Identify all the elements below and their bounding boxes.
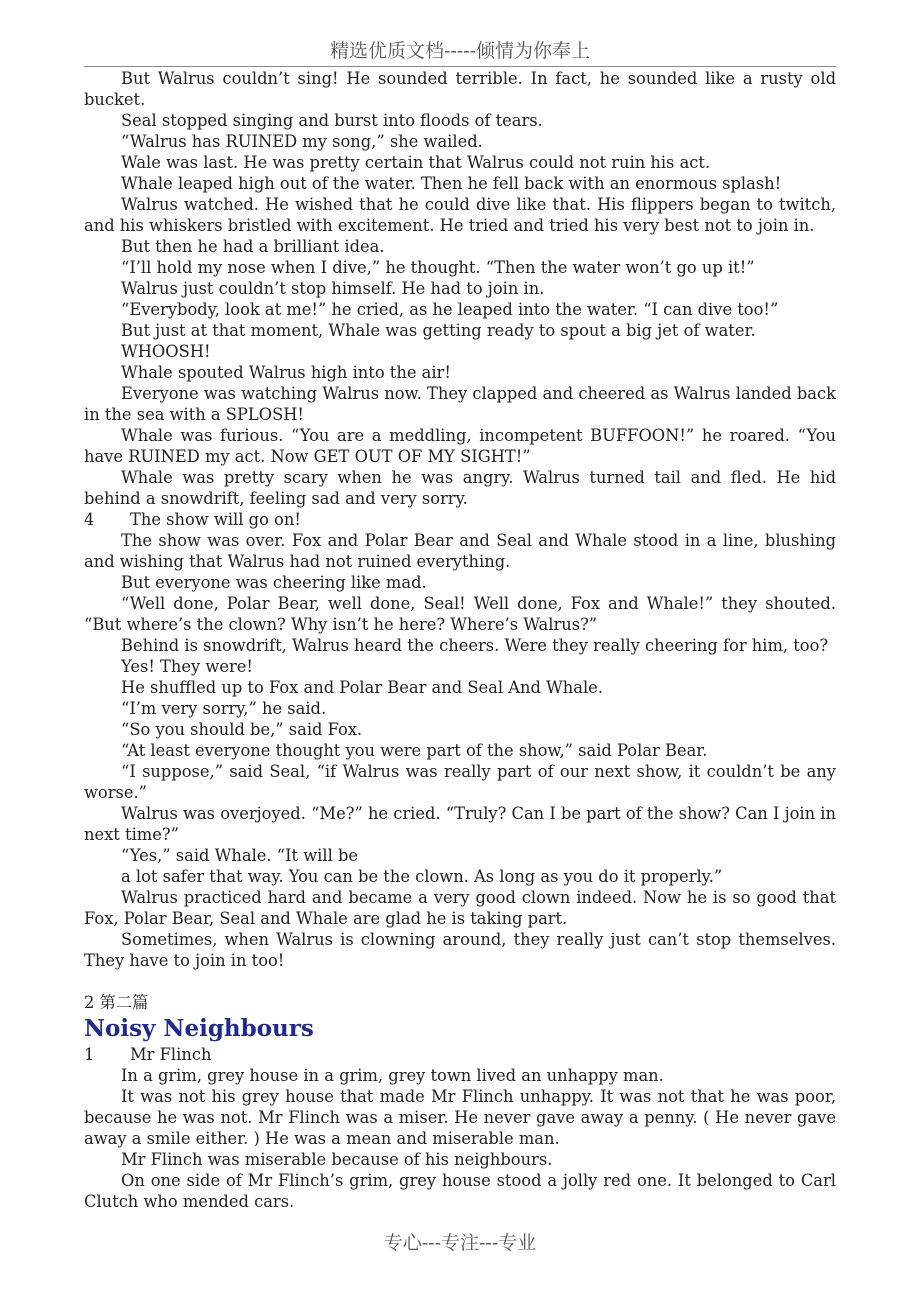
part-label: 2 第二篇 <box>84 993 149 1012</box>
paragraph: “Well done, Polar Bear, well done, Seal! Well done, Fox and Whale!” they shouted. “But where’s the clown? Why isn’t he here? Where’s Walrus?” <box>84 594 836 634</box>
paragraph: In a grim, grey house in a grim, grey town lived an unhappy man. <box>121 1066 664 1085</box>
paragraph: Whale leaped high out of the water. Then he fell back with an enormous splash! <box>121 174 782 193</box>
story1-part-a <box>84 68 836 509</box>
paragraph: “Yes,” said Whale. “It will be <box>121 846 359 865</box>
paragraph: The show was over. Fox and Polar Bear and Seal and Whale stood in a line, blushing and wishing that Walrus had not ruined everything. <box>84 531 836 571</box>
paragraph: “At least everyone thought you were part of the show,” said Polar Bear. <box>121 741 708 760</box>
story-title: Noisy Neighbours <box>84 1015 314 1042</box>
paragraph: Walrus just couldn’t stop himself. He had to join in. <box>121 279 545 298</box>
paragraph: Walrus watched. He wished that he could dive like that. His flippers began to twitch, and his whiskers bristled with excitement. He tried and tried his very best not to join in. <box>84 195 836 235</box>
paragraph: WHOOSH! <box>121 342 211 361</box>
paragraph: But everyone was cheering like mad. <box>121 573 427 592</box>
paragraph: “Everybody, look at me!” he cried, as he leaped into the water. “I can dive too!” <box>121 300 779 319</box>
section-number: 4 <box>84 510 95 529</box>
paragraph: “I’m very sorry,” he said. <box>121 699 327 718</box>
paragraph: But then he had a brilliant idea. <box>121 237 385 256</box>
paragraph: He shuffled up to Fox and Polar Bear and Seal And Whale. <box>121 678 603 697</box>
paragraph: But Walrus couldn’t sing! He sounded terrible. In fact, he sounded like a rusty old bucket. <box>84 69 836 109</box>
story1-part-b <box>84 530 836 971</box>
paragraph: Whale spouted Walrus high into the air! <box>121 363 451 382</box>
page-header: 精选优质文档-----倾情为你奉上 <box>84 36 836 67</box>
section-title: Mr Flinch <box>130 1045 212 1064</box>
paragraph: Wale was last. He was pretty certain that Walrus could not ruin his act. <box>121 153 711 172</box>
document-body <box>84 68 836 1212</box>
paragraph: a lot safer that way. You can be the clown. As long as you do it properly.” <box>121 867 723 886</box>
paragraph: On one side of Mr Flinch’s grim, grey house stood a jolly red one. It belonged to Carl Clutch who mended cars. <box>84 1171 836 1211</box>
section-heading-1 <box>84 1044 836 1065</box>
paragraph: Whale was furious. “You are a meddling, incompetent BUFFOON!” he roared. “You have RUINED my act. Now GET OUT OF MY SIGHT!” <box>84 426 836 466</box>
paragraph: Whale was pretty scary when he was angry. Walrus turned tail and fled. He hid behind a snowdrift, feeling sad and very sorry. <box>84 468 836 508</box>
paragraph: Behind is snowdrift, Walrus heard the cheers. Were they really cheering for him, too? <box>121 636 829 655</box>
paragraph: Sometimes, when Walrus is clowning around, they really just can’t stop themselves. They have to join in too! <box>84 930 836 970</box>
paragraph: “I suppose,” said Seal, “if Walrus was really part of our next show, it couldn’t be any worse.” <box>84 762 836 802</box>
paragraph: Yes! They were! <box>121 657 253 676</box>
paragraph: “So you should be,” said Fox. <box>121 720 363 739</box>
section-heading-4 <box>84 509 836 530</box>
paragraph: Walrus was overjoyed. “Me?” he cried. “Truly? Can I be part of the show? Can I join in next time?” <box>84 804 836 844</box>
spacer <box>84 971 836 992</box>
section-title: The show will go on! <box>130 510 301 529</box>
paragraph: But just at that moment, Whale was getting ready to spout a big jet of water. <box>121 321 756 340</box>
paragraph: “Walrus has RUINED my song,” she wailed. <box>121 132 483 151</box>
page-footer: 专心---专注---专业 <box>383 1232 537 1254</box>
paragraph: Everyone was watching Walrus now. They clapped and cheered as Walrus landed back in the sea with a SPLOSH! <box>84 384 836 424</box>
paragraph: Mr Flinch was miserable because of his neighbours. <box>121 1150 553 1169</box>
paragraph: It was not his grey house that made Mr Flinch unhappy. It was not that he was poor, because he was not. Mr Flinch was a miser. He never gave away a penny. ( He never gave away a smile either. ) He was a mean and miserable man. <box>84 1087 836 1148</box>
story2-body <box>84 1065 836 1212</box>
paragraph: Walrus practiced hard and became a very good clown indeed. Now he is so good that Fox, Polar Bear, Seal and Whale are glad he is taking part. <box>84 888 836 928</box>
paragraph: Seal stopped singing and burst into floods of tears. <box>121 111 543 130</box>
paragraph: “I’ll hold my nose when I dive,” he thought. “Then the water won’t go up it!” <box>121 258 755 277</box>
section-number: 1 <box>84 1045 95 1064</box>
